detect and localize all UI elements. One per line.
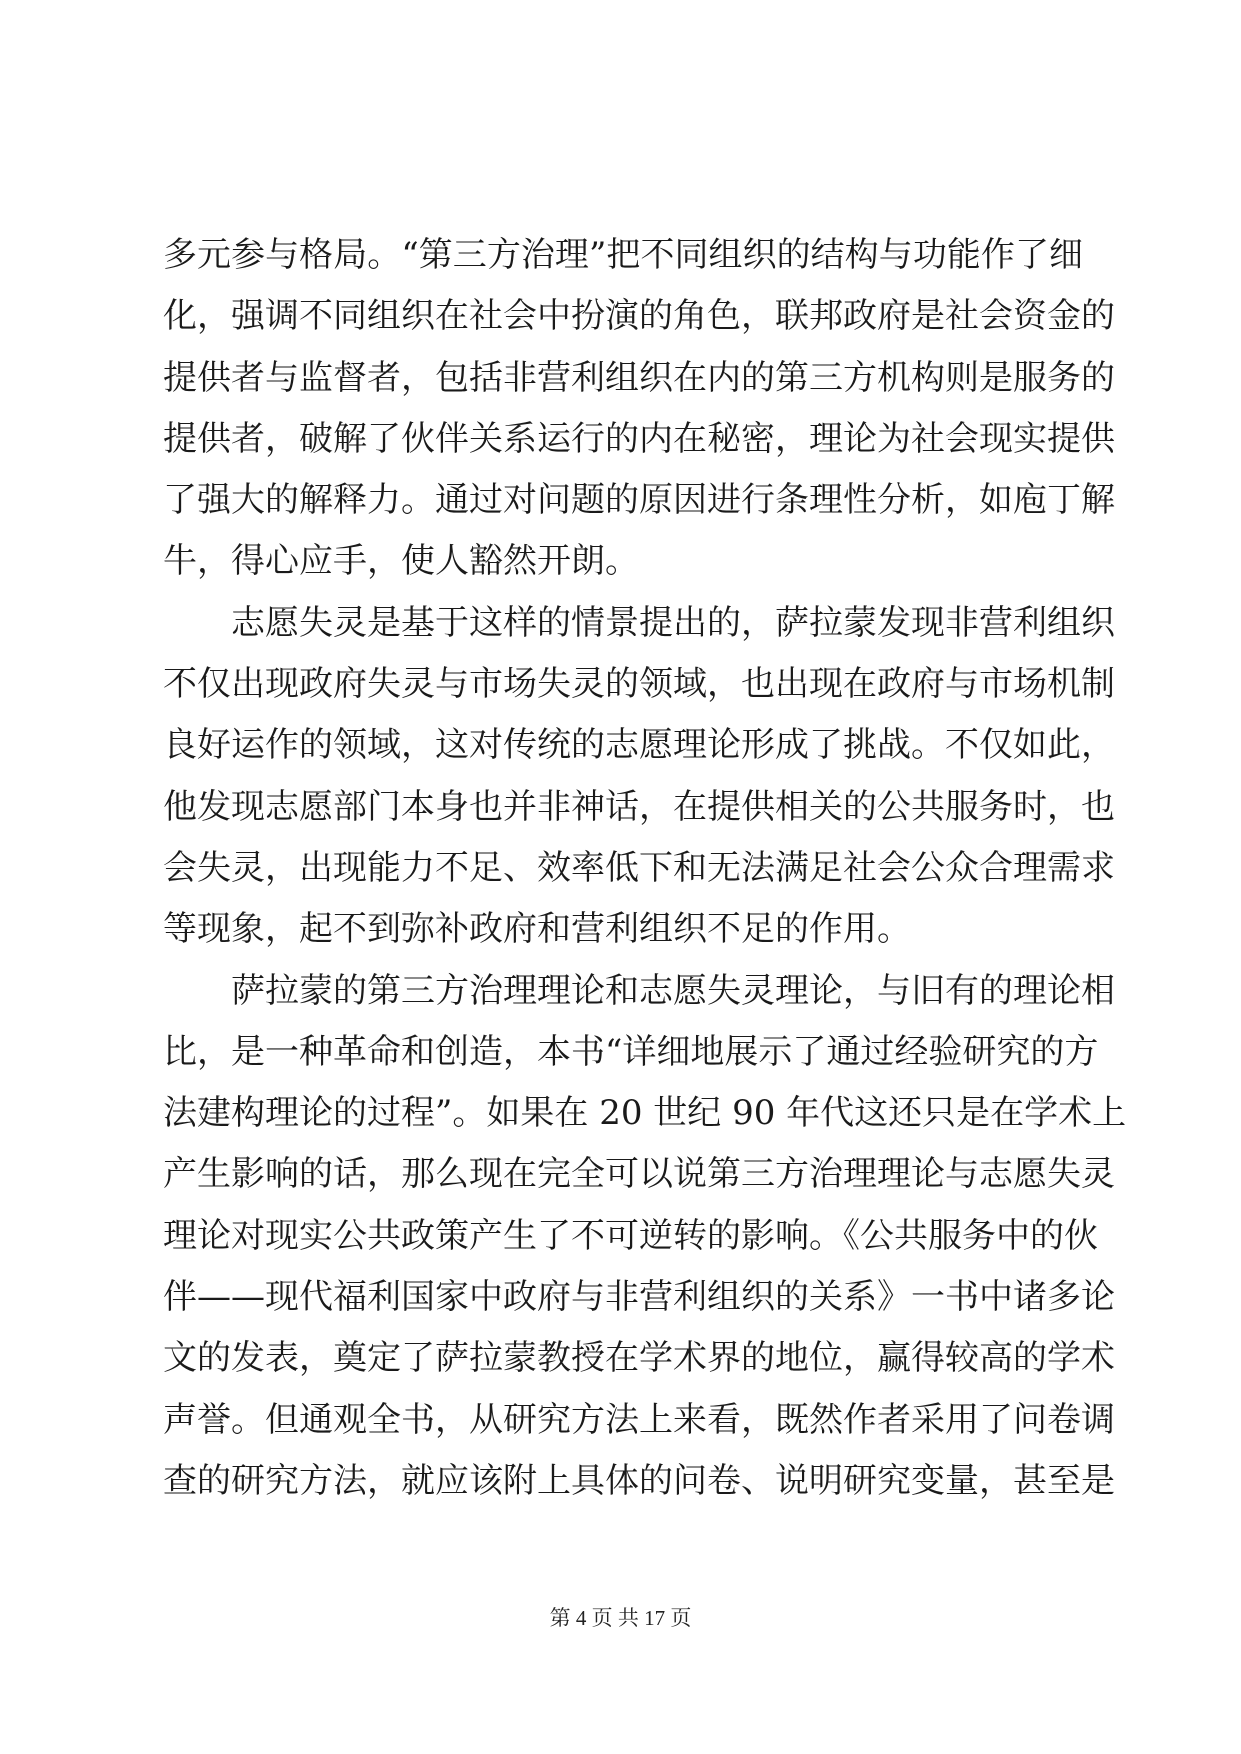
- text-line: 法建构理论的过程”。如果在 20 世纪 90 年代这还只是在学术上: [163, 1093, 1127, 1134]
- text-line: 提供者与监督者，包括非营利组织在内的第三方机构则是服务的: [163, 357, 1115, 398]
- text-line: 声誉。但通观全书，从研究方法上来看，既然作者采用了问卷调: [163, 1399, 1115, 1440]
- page-number-footer: 第 4 页 共 17 页: [549, 1606, 692, 1630]
- text-line: 牛，得心应手，使人豁然开朗。: [163, 541, 639, 582]
- text-line: 比，是一种革命和创造，本书“详细地展示了通过经验研究的方: [163, 1031, 1099, 1072]
- text-line: 理论对现实公共政策产生了不可逆转的影响。《公共服务中的伙: [163, 1215, 1098, 1256]
- text-line: 查的研究方法，就应该附上具体的问卷、说明研究变量，甚至是: [163, 1460, 1115, 1501]
- text-line: 良好运作的领域，这对传统的志愿理论形成了挑战。不仅如此，: [163, 725, 1115, 766]
- text-line: 了强大的解释力。通过对问题的原因进行条理性分析，如庖丁解: [163, 480, 1115, 521]
- text-line: 等现象，起不到弥补政府和营利组织不足的作用。: [163, 909, 911, 950]
- text-line: 产生影响的话，那么现在完全可以说第三方治理理论与志愿失灵: [163, 1154, 1115, 1195]
- text-line: 多元参与格局。“第三方治理”把不同组织的结构与功能作了细: [163, 235, 1083, 275]
- text-line: 化，强调不同组织在社会中扮演的角色，联邦政府是社会资金的: [163, 296, 1115, 337]
- text-line: 会失灵，出现能力不足、效率低下和无法满足社会公众合理需求: [163, 847, 1115, 888]
- text-line: 志愿失灵是基于这样的情景提出的，萨拉蒙发现非营利组织: [231, 602, 1115, 643]
- paragraph-1: [163, 225, 1115, 593]
- paragraph-2: [163, 593, 1115, 961]
- text-line: 文的发表，奠定了萨拉蒙教授在学术界的地位，赢得较高的学术: [163, 1338, 1115, 1379]
- text-line: 不仅出现政府失灵与市场失灵的领域，也出现在政府与市场机制: [163, 664, 1115, 705]
- paragraph-3: [163, 961, 1127, 1513]
- body-text: [163, 225, 1127, 1512]
- text-line: 萨拉蒙的第三方治理理论和志愿失灵理论，与旧有的理论相: [231, 970, 1115, 1011]
- text-line: 他发现志愿部门本身也并非神话，在提供相关的公共服务时，也: [163, 786, 1115, 827]
- text-line: 伴——现代福利国家中政府与非营利组织的关系》一书中诸多论: [163, 1277, 1115, 1318]
- text-line: 提供者，破解了伙伴关系运行的内在秘密，理论为社会现实提供: [163, 418, 1115, 459]
